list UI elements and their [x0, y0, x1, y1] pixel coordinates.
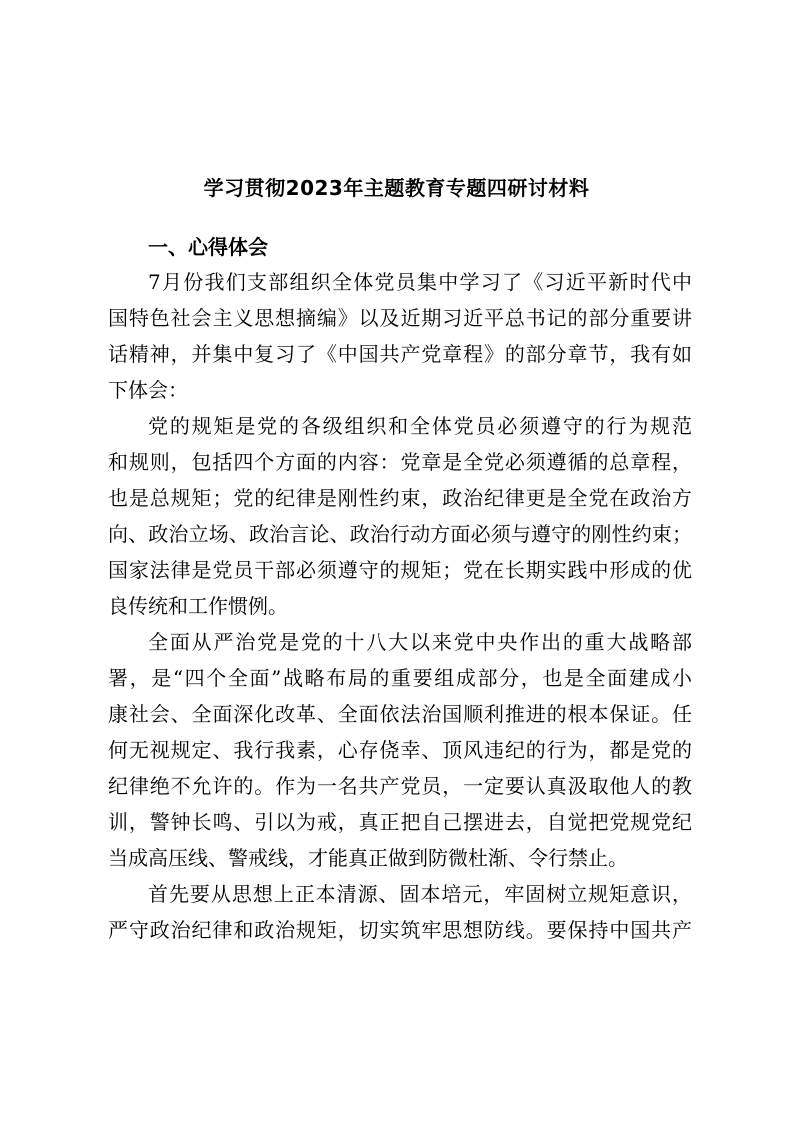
paragraph-2-line-5: 国家法律是党员干部必须遵守的规矩；党在长期实践中形成的优 — [108, 558, 692, 582]
paragraph-2-line-6: 良传统和工作惯例。 — [108, 594, 288, 618]
paragraph-3-line-4: 何无视规定、我行我素，心存侥幸、顶风违纪的行为，都是党的 — [108, 738, 692, 762]
paragraph-3-line-2: 署，是“四个全面”战略布局的重要组成部分，也是全面建成小 — [108, 666, 692, 690]
paragraph-4-line-1: 首先要从思想上正本清源、固本培元，牢固树立规矩意识， — [148, 882, 692, 906]
paragraph-3-line-3: 康社会、全面深化改革、全面依法治国顺利推进的根本保证。任 — [108, 702, 692, 726]
paragraph-2-line-2: 和规则，包括四个方面的内容：党章是全党必须遵循的总章程， — [108, 450, 692, 474]
paragraph-3-line-7: 当成高压线、警戒线，才能真正做到防微杜渐、令行禁止。 — [108, 846, 628, 870]
paragraph-3-line-6: 训，警钟长鸣、引以为戒，真正把自己摆进去，自觉把党规党纪 — [108, 810, 692, 834]
document-title: 学习贯彻2023年主题教育专题四研讨材料 — [203, 176, 590, 200]
paragraph-3-line-1: 全面从严治党是党的十八大以来党中央作出的重大战略部 — [148, 630, 692, 654]
paragraph-1-line-3: 话精神，并集中复习了《中国共产党章程》的部分章节，我有如 — [108, 342, 692, 366]
paragraph-4-line-2: 严守政治纪律和政治规矩，切实筑牢思想防线。要保持中国共产 — [108, 918, 692, 942]
paragraph-1-line-1: 7月份我们支部组织全体党员集中学习了《习近平新时代中 — [148, 270, 692, 294]
paragraph-3-line-5: 纪律绝不允许的。作为一名共产党员，一定要认真汲取他人的教 — [108, 774, 692, 798]
paragraph-2-line-3: 也是总规矩；党的纪律是刚性约束，政治纪律更是全党在政治方 — [108, 486, 692, 510]
paragraph-1-line-2: 国特色社会主义思想摘编》以及近期习近平总书记的部分重要讲 — [108, 306, 692, 330]
section-heading: 一、心得体会 — [148, 235, 268, 259]
paragraph-1-line-4: 下体会： — [108, 378, 188, 402]
paragraph-2-line-4: 向、政治立场、政治言论、政治行动方面必须与遵守的刚性约束； — [108, 522, 692, 546]
paragraph-2-line-1: 党的规矩是党的各级组织和全体党员必须遵守的行为规范 — [148, 414, 692, 438]
